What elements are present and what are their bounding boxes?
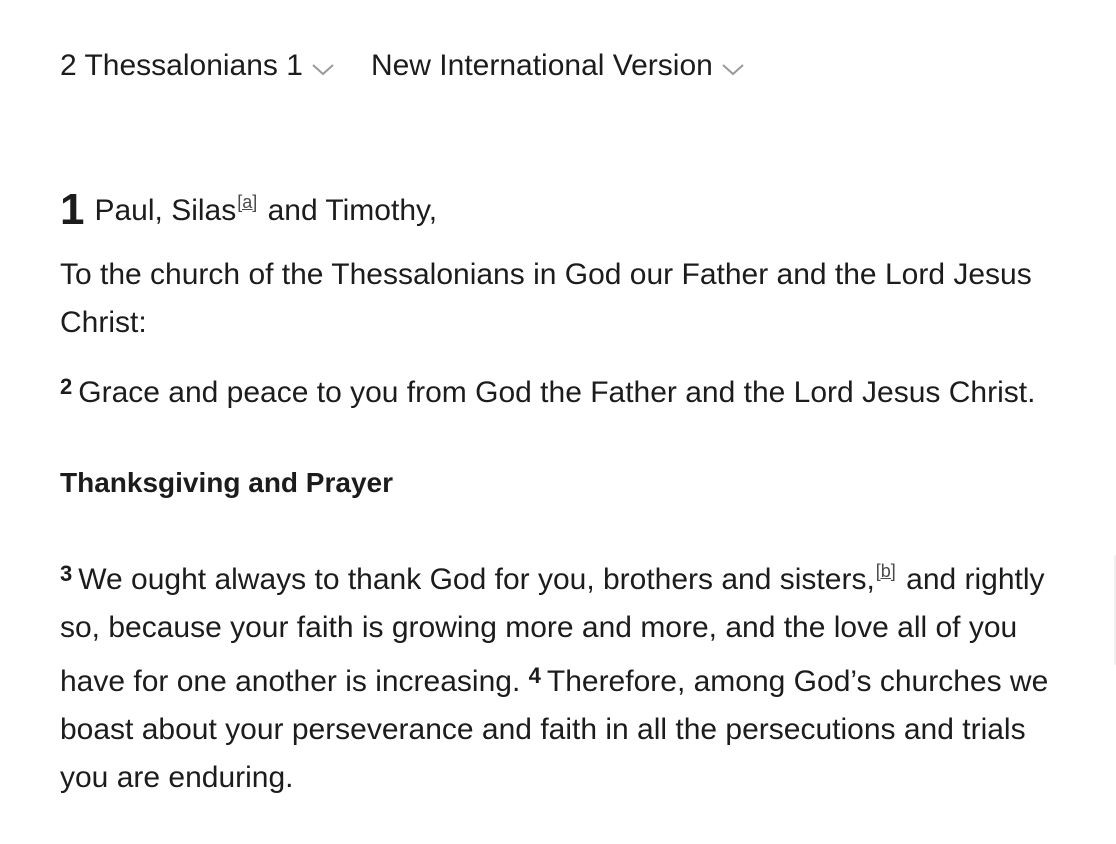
section-heading: Thanksgiving and Prayer [60, 467, 393, 498]
verse-text: Therefore, among God’s churches we boast about your perseverance and faith in all the persecutions and trials you are enduring. [60, 665, 1049, 794]
passage-toolbar [60, 44, 745, 88]
verse-text: and rightly so, because your faith is growing more and more, and the love all of you have for one another is increasing. [60, 563, 1045, 698]
chapter-selector[interactable] [60, 49, 335, 83]
verse-number: 4 [528, 663, 541, 688]
verse-text: Paul, Silas [94, 194, 237, 227]
verse-text: We ought always to thank God for you, brothers and sisters, [78, 563, 875, 596]
verse-text: Grace and peace to you from God the Father and the Lord Jesus Christ. [78, 376, 1036, 409]
version-selector[interactable] [371, 49, 745, 83]
footnote-link-b[interactable]: [b] [875, 561, 896, 581]
chevron-down-icon [311, 61, 335, 77]
verse-number: 2 [60, 374, 73, 399]
verse-text: and Timothy, [259, 194, 438, 227]
verse-1-continued: To the church of the Thessalonians in God our Father and the Lord Jesus Christ: [60, 258, 1032, 339]
verse-3 [60, 547, 1050, 802]
verse-2 [60, 363, 1050, 417]
version-selector-label: New International Version [370, 49, 713, 82]
chapter-selector-label: 2 Thessalonians 1 [60, 49, 303, 82]
verse-number: 3 [60, 561, 73, 586]
footnote-link-a[interactable]: [a] [237, 192, 258, 212]
passage-text [60, 178, 1050, 802]
chevron-down-icon [721, 61, 745, 77]
chapter-number: 1 [60, 185, 85, 234]
verse-1 [60, 178, 1050, 235]
